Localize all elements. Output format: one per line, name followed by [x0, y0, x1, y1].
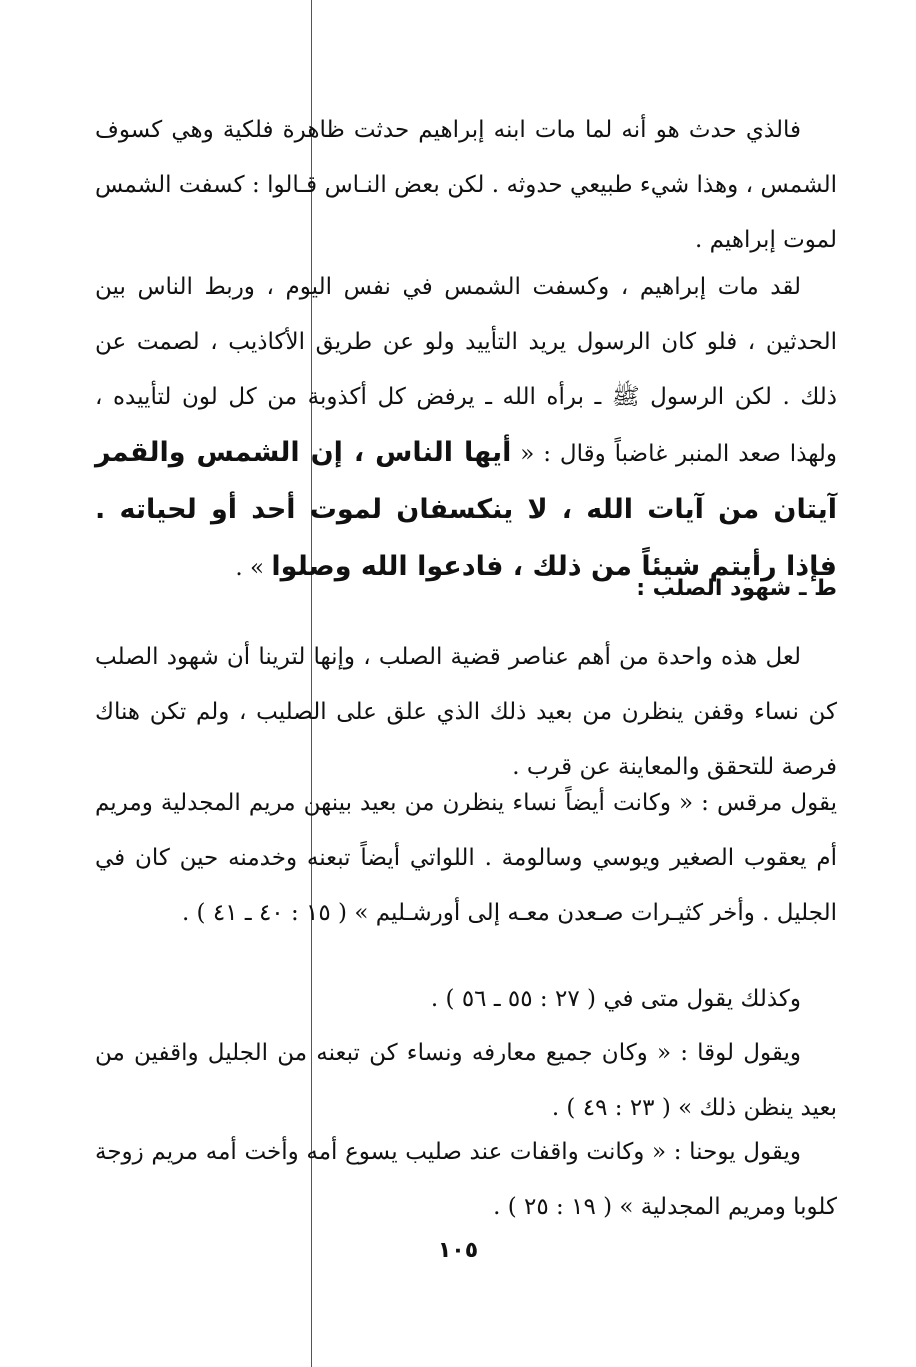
- section-heading-block: [95, 576, 837, 601]
- section-heading: ط ـ شهود الصلب :: [636, 576, 837, 601]
- paragraph-4-block: [95, 776, 837, 941]
- paragraph-2-end: » .: [235, 555, 272, 581]
- paragraph-3: لعل هذه واحدة من أهم عناصر قضية الصلب ، وإنها لترينا أن شهود الصلب كن نساء وقفن ينظرن من بعيد ذلك الذي علق على الصليب ، ولم تكن هناك فرصة للتحقق والمعاينة عن قرب .: [95, 644, 837, 780]
- paragraph-2: [95, 260, 837, 596]
- paragraph-6: ويقول لوقا : « وكان جميع معارفه ونساء كن تبعنه من الجليل واقفين من بعيد ينظن ذلك » ( ٢٣ : ٤٩ ) .: [95, 1040, 837, 1121]
- paragraph-2-text: لقد مات إبراهيم ، وكسفت الشمس في نفس اليوم ، وربط الناس بين الحدثين ، فلو كان الرسول يريد التأييد ولو عن طريق الأكاذيب ، لصمت عن ذلك . لكن الرسول ﷺ ـ برأه الله ـ يرفض كل أكذوبة من كل لون لتأييده ، ولهذا صعد المنبر غاضباً وقال : «: [95, 274, 837, 467]
- paragraph-6-block: [95, 1026, 837, 1136]
- paragraph-7-block: [95, 1125, 837, 1235]
- paragraph-5-block: [95, 972, 837, 1027]
- hadith-quote: أيها الناس ، إن الشمس والقمر آيتان من آيات الله ، لا ينكسفان لموت أحد أو لحياته . فإذا رأيتم شيئاً من ذلك ، فادعوا الله وصلوا: [95, 437, 837, 582]
- paragraph-3-block: [95, 630, 837, 795]
- paragraph-5: وكذلك يقول متى في ( ٢٧ : ٥٥ ـ ٥٦ ) .: [430, 986, 801, 1012]
- paragraph-7: ويقول يوحنا : « وكانت واقفات عند صليب يسوع أمه وأخت أمه مريم زوجة كلوبا ومريم المجدلية » ( ١٩ : ٢٥ ) .: [95, 1139, 837, 1220]
- paragraph-2-block: [95, 260, 837, 596]
- paragraph-1-block: [95, 103, 837, 268]
- paragraph-1: فالذي حدث هو أنه لما مات ابنه إبراهيم حدثت ظاهرة فلكية وهي كسوف الشمس ، وهذا شيء طبيعي حدوثه . لكن بعض النـاس قـالوا : كسفت الشمس لموت إبراهيم .: [95, 117, 837, 253]
- page-number: ١٠٥: [437, 1238, 479, 1263]
- paragraph-4: يقول مرقس : « وكانت أيضاً نساء ينظرن من بعيد بينهن مريم المجدلية ومريم أم يعقوب الصغير ويوسي وسالومة . اللواتي أيضاً تبعنه وخدمنه حين كان في الجليل . وأخر كثيـرات صـعدن معـه إلى أورشـليم » ( ١٥ : ٤٠ ـ ٤١ ) .: [95, 790, 837, 926]
